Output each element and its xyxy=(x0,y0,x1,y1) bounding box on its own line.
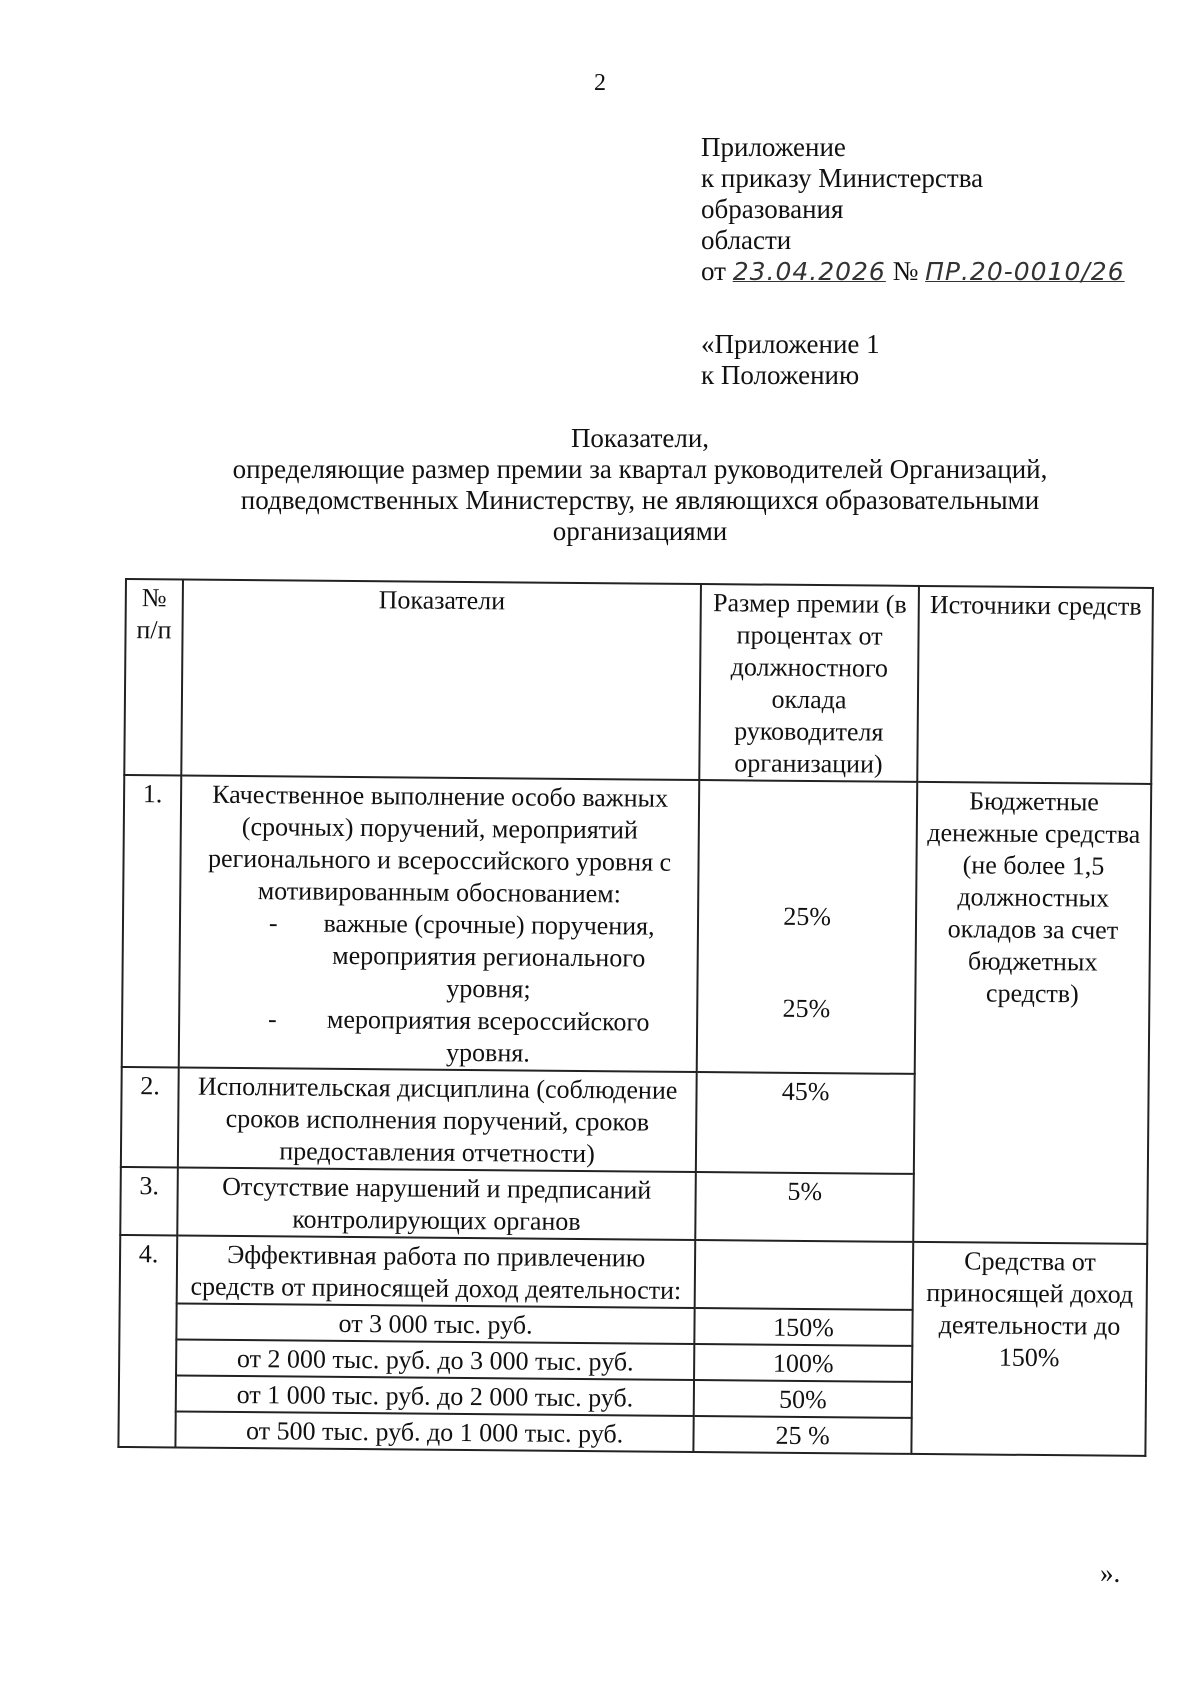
source-income: Средства от приносящей доход деятельности до 150% xyxy=(911,1242,1147,1456)
title-line: Показатели, xyxy=(570,423,710,453)
premium-value: 25% xyxy=(783,901,832,932)
row-indicator xyxy=(179,775,700,1072)
appendix-line: Приложение xyxy=(701,132,846,162)
tier-value: 25 % xyxy=(694,1416,912,1454)
sub-item-text: мероприятия всероссийского уровня. xyxy=(326,1004,650,1068)
premium-value: 25% xyxy=(782,993,831,1024)
handwritten-date: 23.04.2026 xyxy=(732,257,886,286)
header-sources: Источники средств xyxy=(917,586,1153,784)
row-num: 2. xyxy=(121,1067,179,1167)
sub-item: - важные (срочные) поручения, мероприятия регионального уровня; xyxy=(188,907,689,1007)
title-line: определяющие размер премии за квартал руководителей Организаций, xyxy=(232,454,1048,484)
number-sign: № xyxy=(892,256,919,286)
document-title xyxy=(100,423,1180,547)
row-premium xyxy=(697,780,917,1074)
appendix-line: к приказу Министерства xyxy=(701,163,984,193)
page-number: 2 xyxy=(594,70,606,96)
handwritten-order-number: ПР.20-0010/26 xyxy=(925,257,1125,286)
tier-value: 100% xyxy=(694,1344,912,1382)
row-premium: 5% xyxy=(695,1172,913,1242)
appendix-line: области xyxy=(701,225,792,255)
order-date-number-line xyxy=(701,256,1125,287)
table-row xyxy=(122,775,1152,1076)
table-row xyxy=(120,1235,1148,1312)
tier-label: от 1 000 тыс. руб. до 2 000 тыс. руб. xyxy=(176,1375,695,1416)
closing-quote-mark: ». xyxy=(1100,1558,1121,1588)
row-num: 3. xyxy=(120,1167,177,1235)
title-line: подведомственных Министерству, не являющихся образовательными xyxy=(240,485,1040,515)
tier-value: 50% xyxy=(694,1380,912,1418)
row-num: 4. xyxy=(118,1235,177,1447)
header-premium: Размер премии (в процентах от должностного оклада руководителя организации) xyxy=(700,584,919,782)
tier-label: от 3 000 тыс. руб. xyxy=(176,1303,695,1344)
title-line: организациями xyxy=(552,516,728,546)
date-prefix: от xyxy=(701,256,726,286)
tier-label: от 500 тыс. руб. до 1 000 тыс. руб. xyxy=(175,1411,694,1452)
tier-label: от 2 000 тыс. руб. до 3 000 тыс. руб. xyxy=(176,1339,695,1380)
appendix-ref-line2: к Положению xyxy=(701,360,860,390)
appendix-ref-line1: «Приложение 1 xyxy=(701,329,880,359)
appendix-header xyxy=(701,132,1125,287)
tier-value: 150% xyxy=(695,1308,913,1346)
row-premium: 45% xyxy=(696,1072,915,1174)
row-indicator: Отсутствие нарушений и предписаний контролирующих органов xyxy=(177,1167,696,1240)
source-budget: Бюджетные денежные средства (не более 1,5 должностных окладов за счет бюджетных средств) xyxy=(913,782,1151,1244)
indicators-table xyxy=(117,578,1154,1457)
table-header-row xyxy=(124,579,1153,784)
row-premium xyxy=(695,1240,913,1310)
appendix-line: образования xyxy=(701,194,844,224)
row-indicator: Эффективная работа по привлечению средств от приносящей доход деятельности: xyxy=(177,1235,696,1308)
row-num: 1. xyxy=(122,775,181,1067)
row-indicator: Исполнительская дисциплина (соблюдение сроков исполнения поручений, сроков предоставления отчетности) xyxy=(178,1067,697,1172)
sub-item: - мероприятия всероссийского уровня. xyxy=(188,1003,689,1071)
header-indicators: Показатели xyxy=(181,580,701,781)
sub-item-text: важные (срочные) поручения, мероприятия регионального уровня; xyxy=(323,908,655,1004)
appendix-reference xyxy=(701,329,880,391)
indicator-text: Качественное выполнение особо важных (срочных) поручений, мероприятий регионального и всероссийского уровня с мотивированным обоснованием: xyxy=(207,779,672,909)
header-num: № п/п xyxy=(124,579,183,775)
